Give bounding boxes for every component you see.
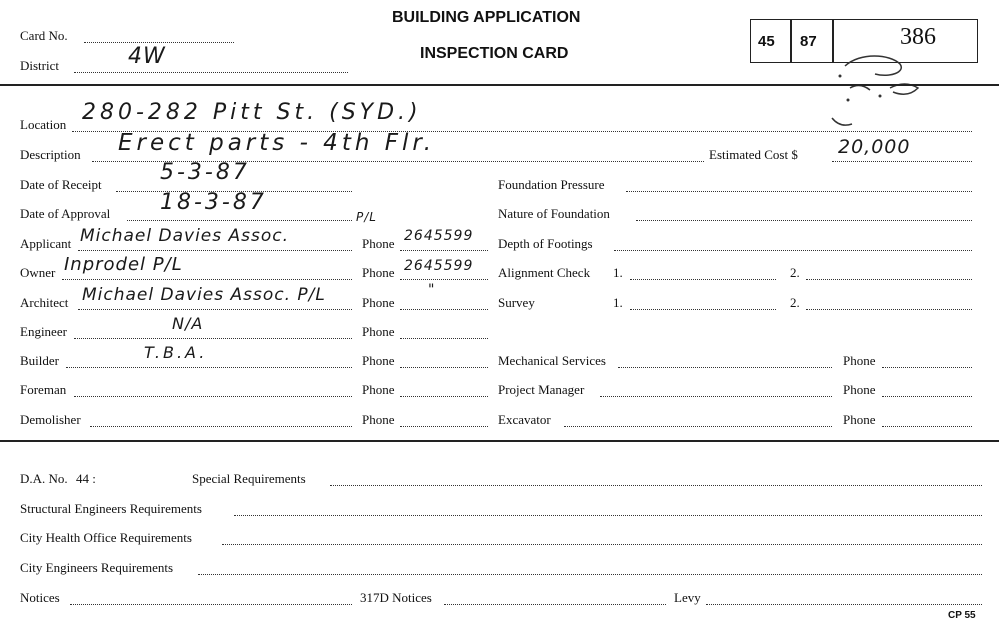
box-number-value: 386 — [900, 24, 936, 50]
depth-footings-label: Depth of Footings — [498, 236, 593, 251]
survey-one-label: 1. — [613, 295, 623, 310]
engineer-phone-line — [400, 338, 488, 339]
architect-phone-label: Phone — [362, 295, 395, 310]
alignment-one-label: 1. — [613, 265, 623, 280]
survey-one-line — [630, 309, 776, 310]
alignment-two-label: 2. — [790, 265, 800, 280]
city-eng-label: City Engineers Requirements — [20, 560, 174, 575]
notices-317d-label: 317D Notices — [360, 590, 432, 605]
nature-foundation-label: Nature of Foundation — [498, 206, 610, 221]
survey-two-line — [806, 309, 972, 310]
card-no-label: Card No. — [20, 28, 68, 43]
builder-label: Builder — [20, 353, 59, 368]
box-a-value: 45 — [758, 33, 775, 50]
foundation-pressure-label: Foundation Pressure — [498, 177, 605, 192]
depth-footings-line — [614, 250, 972, 251]
owner-value: Inprodel P/L — [64, 254, 183, 275]
district-label: District — [20, 58, 59, 73]
mechanical-line — [618, 367, 832, 368]
demolisher-line — [90, 426, 352, 427]
owner-phone-value: 2645599 — [404, 258, 474, 274]
foreman-phone-label: Phone — [362, 382, 395, 397]
date-approval-value: 18-3-87 — [160, 190, 267, 215]
alignment-two-line — [806, 279, 972, 280]
foundation-pressure-line — [626, 191, 972, 192]
demolisher-phone-label: Phone — [362, 412, 395, 427]
location-value: 280-282 Pitt St. (SYD.) — [82, 100, 422, 125]
title-line-2: INSPECTION CARD — [420, 45, 569, 62]
form-code: CP 55 — [948, 610, 976, 621]
project-manager-phone-line — [882, 396, 972, 397]
estimated-cost-value: 20,000 — [838, 136, 911, 158]
excavator-phone-label: Phone — [843, 412, 876, 427]
owner-label: Owner — [20, 265, 56, 280]
health-line — [222, 544, 982, 545]
section-rule — [0, 440, 999, 442]
date-approval-label: Date of Approval — [20, 206, 111, 221]
project-manager-label: Project Manager — [498, 382, 585, 397]
survey-label: Survey — [498, 295, 535, 310]
architect-phone-line — [400, 309, 488, 310]
excavator-line — [564, 426, 832, 427]
description-label: Description — [20, 147, 81, 162]
levy-label: Levy — [674, 590, 701, 605]
health-label: City Health Office Requirements — [20, 530, 192, 545]
alignment-one-line — [630, 279, 776, 280]
architect-value: Michael Davies Assoc. P/L — [82, 285, 326, 305]
date-approval-line — [127, 220, 352, 221]
box-divider-1 — [790, 20, 792, 62]
district-value: 4W — [128, 44, 166, 69]
builder-phone-label: Phone — [362, 353, 395, 368]
applicant-note: P/L — [356, 210, 377, 224]
builder-line — [66, 367, 352, 368]
notices-label: Notices — [20, 590, 60, 605]
applicant-phone-value: 2645599 — [404, 228, 474, 244]
estimated-cost-label: Estimated Cost $ — [709, 147, 798, 162]
builder-phone-line — [400, 367, 488, 368]
applicant-label: Applicant — [20, 236, 72, 251]
nature-foundation-line — [636, 220, 972, 221]
architect-label: Architect — [20, 295, 69, 310]
demolisher-label: Demolisher — [20, 412, 81, 427]
engineer-phone-label: Phone — [362, 324, 395, 339]
title-line-1: BUILDING APPLICATION — [392, 9, 581, 26]
header-rule — [0, 84, 999, 86]
project-manager-line — [600, 396, 832, 397]
applicant-phone-label: Phone — [362, 236, 395, 251]
structural-line — [234, 515, 982, 516]
architect-phone-value: " — [428, 282, 436, 298]
foreman-line — [74, 396, 352, 397]
date-receipt-label: Date of Receipt — [20, 177, 102, 192]
foreman-label: Foreman — [20, 382, 67, 397]
excavator-phone-line — [882, 426, 972, 427]
engineer-label: Engineer — [20, 324, 67, 339]
excavator-label: Excavator — [498, 412, 551, 427]
survey-two-label: 2. — [790, 295, 800, 310]
notices-line — [70, 604, 352, 605]
owner-line — [62, 279, 352, 280]
da-no-label: D.A. No. — [20, 471, 68, 486]
foreman-phone-line — [400, 396, 488, 397]
description-value: Erect parts - 4th Flr. — [118, 130, 436, 156]
engineer-value: N/A — [172, 314, 204, 333]
mechanical-phone-label: Phone — [843, 353, 876, 368]
estimated-cost-line — [832, 161, 972, 162]
engineer-line — [74, 338, 352, 339]
date-receipt-value: 5-3-87 — [160, 160, 250, 185]
applicant-phone-line — [400, 250, 488, 251]
box-b-value: 87 — [800, 33, 817, 50]
district-line — [74, 72, 348, 73]
owner-phone-line — [400, 279, 488, 280]
card-no-line — [84, 42, 234, 43]
alignment-label: Alignment Check — [498, 265, 591, 280]
project-manager-phone-label: Phone — [843, 382, 876, 397]
builder-value: T.B.A. — [144, 343, 208, 362]
architect-line — [78, 309, 352, 310]
special-req-label: Special Requirements — [192, 471, 306, 486]
da-no-value: 44 : — [76, 471, 96, 486]
notices-317d-line — [444, 604, 666, 605]
location-label: Location — [20, 117, 67, 132]
city-eng-line — [198, 574, 982, 575]
applicant-line — [78, 250, 352, 251]
structural-label: Structural Engineers Requirements — [20, 501, 202, 516]
demolisher-phone-line — [400, 426, 488, 427]
special-req-line — [330, 485, 982, 486]
applicant-value: Michael Davies Assoc. — [80, 226, 290, 246]
levy-line — [706, 604, 982, 605]
owner-phone-label: Phone — [362, 265, 395, 280]
mechanical-phone-line — [882, 367, 972, 368]
ink-scribble-mark — [820, 48, 930, 133]
mechanical-label: Mechanical Services — [498, 353, 606, 368]
